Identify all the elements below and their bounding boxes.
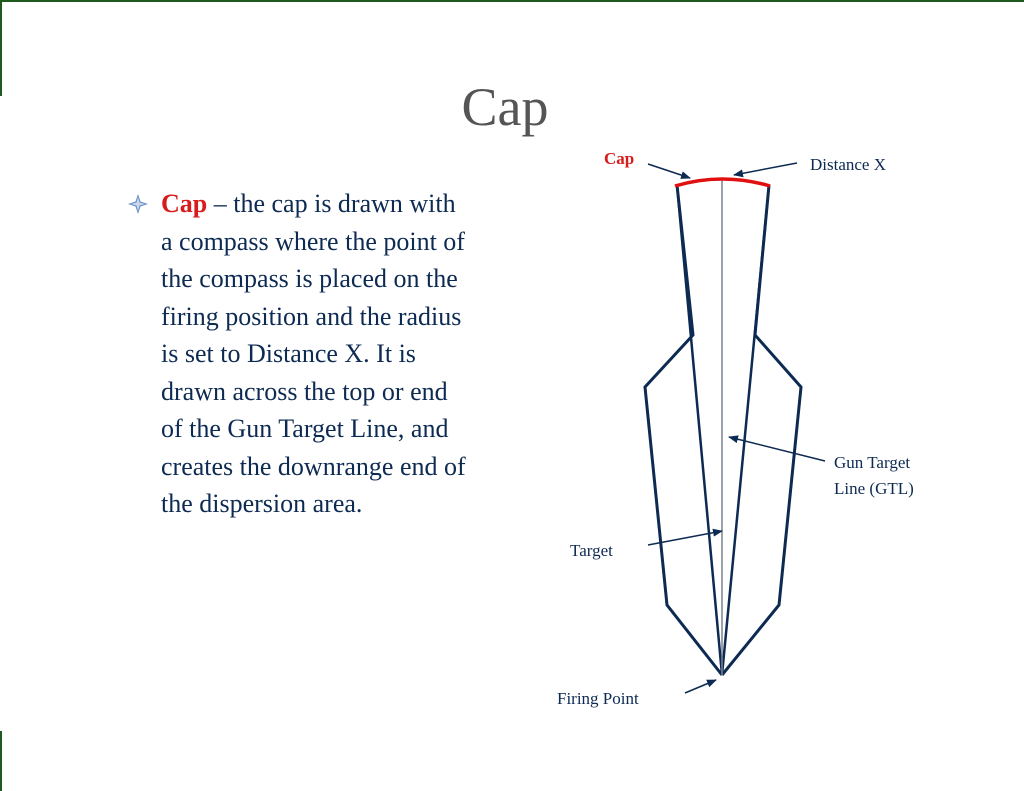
gtl-label-line1: Gun Target [834,453,911,472]
gtl-label-line2: Line (GTL) [834,479,914,498]
cap-arrow [648,164,690,178]
bullet-body: – the cap is drawn with a compass where the point of the compass is placed on the firing position and the radius is set to Distance X. It is drawn across the top or end of the Gun Target Line, and creates the downrange end of the dispersion area. [161,189,466,518]
target-label: Target [570,541,613,560]
bullet-keyword: Cap [161,189,208,218]
inner-right-line [722,185,769,675]
firing-point-arrow [685,680,716,693]
firing-point-label: Firing Point [557,689,639,708]
distance-x-arrow [734,163,797,175]
distance-x-label: Distance X [810,155,887,174]
inner-left-line [677,185,722,675]
cap-label: Cap [604,149,635,168]
slide-title: Cap [461,77,549,137]
